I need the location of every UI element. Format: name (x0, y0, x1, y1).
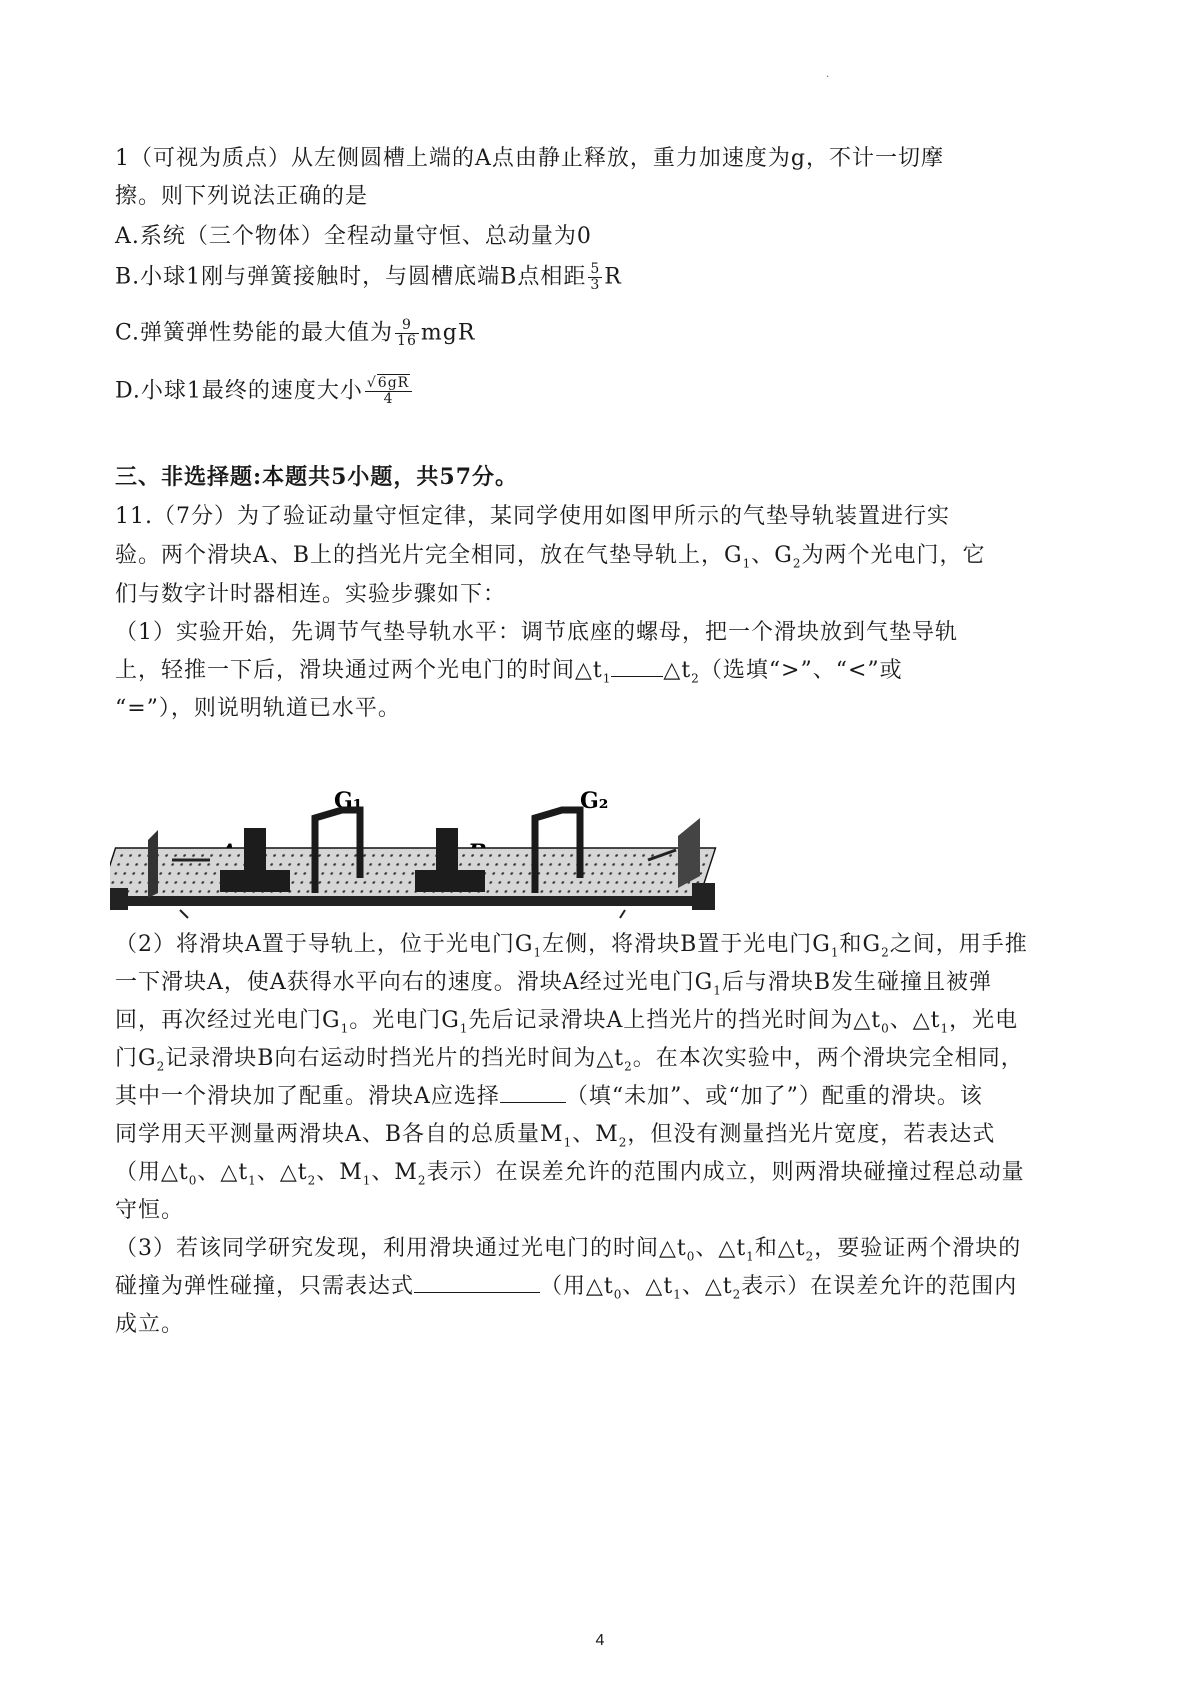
q11-part1-line-2: 上，轻推一下后，滑块通过两个光电门的时间$\triangle t_1$ $\triangle t_2$（选填“>”、“<”或 (115, 658, 903, 686)
q11-line-1: 11.（7分）为了验证动量守恒定律，某同学使用如图甲所示的气垫导轨装置进行实 (115, 504, 950, 529)
part3-line-3: 成立。 (115, 1312, 185, 1337)
q11-line-3: 们与数字计时器相连。实验步骤如下： (115, 582, 507, 607)
slider-b (415, 870, 485, 892)
part2-line-3: 回，再次经过光电门$G_1$。光电门$G_1$先后记录滑块A上挡光片的挡光时间为$\triangle t_0$、$\triangle t_1$，光电 (115, 1008, 1019, 1036)
fraction: $\frac{9}{16}$ (397, 317, 417, 349)
option-a: A.系统（三个物体）全程动量守恒、总动量为0 (115, 224, 592, 249)
answer-blank[interactable] (414, 1272, 540, 1293)
q11-part1-line-1: （1）实验开始，先调节气垫导轨水平：调节底座的螺母，把一个滑块放到气垫导轨 (115, 620, 958, 645)
label-g2: G₂ (580, 788, 609, 814)
option-c: C.弹簧弹性势能的最大值为 $\frac{9}{16}$ mgR (115, 317, 476, 349)
label-g1: G₁ (334, 788, 363, 814)
air-track-figure (110, 788, 730, 923)
left-end-stop (148, 830, 158, 898)
scan-speck: · (826, 72, 830, 83)
page-number: 4 (595, 1632, 605, 1649)
part2-line-4: 门$G_2$记录滑块B向右运动时挡光片的挡光时间为$\triangle t_2$。在本次实验中，两个滑块完全相同， (115, 1046, 1024, 1074)
q11-part1-line-3: “=”），则说明轨道已水平。 (115, 696, 401, 721)
track-surface (110, 848, 716, 898)
fraction: $\frac{√6gR}{4}$ (365, 376, 412, 407)
part2-line-1: （2）将滑块A置于导轨上，位于光电门$G_1$左侧，将滑块B置于光电门$G_1$和$G_2$之间，用手推 (115, 932, 1028, 960)
part3-line-1: （3）若该同学研究发现，利用滑块通过光电门的时间$\triangle t_0$、$\triangle t_1$和$\triangle t_2$，要验证两个滑块的 (115, 1236, 1022, 1264)
answer-blank[interactable] (611, 656, 663, 677)
flag-b (436, 828, 458, 870)
option-b: B.小球1刚与弹簧接触时，与圆槽底端B点相距 $\frac{5}{3}$ R (115, 261, 622, 293)
fraction: $\frac{5}{3}$ (590, 261, 601, 293)
part2-line-6: 同学用天平测量两滑块A、B各自的总质量$M_1$、$M_2$，但没有测量挡光片宽度，若表达式 (115, 1122, 996, 1150)
q11-line-2: 验。两个滑块A、B上的挡光片完全相同，放在气垫导轨上，$G_1$、$G_2$为两个光电门，它 (115, 543, 986, 571)
part2-line-7: （用$\triangle t_0$、$\triangle t_1$、$\triangle t_2$、$M_1$、$M_2$表示）在误差允许的范围内成立，则两滑块碰撞过程总动量 (115, 1160, 1025, 1188)
part3-line-2: 碰撞为弹性碰撞，只需表达式 （用$\triangle t_0$、$\triangle t_1$、$\triangle t_2$表示）在误差允许的范围内 (115, 1274, 1018, 1302)
q10-text-line-1: 1（可视为质点）从左侧圆槽上端的A点由静止释放，重力加速度为g，不计一切摩 (115, 146, 944, 171)
part2-line-5: 其中一个滑块加了配重。滑块A应选择 （填“未加”、或“加了”）配重的滑块。该 (115, 1084, 983, 1109)
track-base (110, 896, 710, 906)
answer-blank[interactable] (500, 1082, 566, 1103)
right-end-stop (678, 818, 700, 888)
slider-a (220, 870, 290, 892)
part2-line-2: 一下滑块A，使A获得水平向右的速度。滑块A经过光电门$G_1$后与滑块B发生碰撞且被弹 (115, 970, 993, 998)
part2-line-8: 守恒。 (115, 1198, 185, 1223)
flag-a (244, 828, 266, 870)
q10-text-line-2: 擦。则下列说法正确的是 (115, 184, 369, 209)
section-heading: 三、非选择题:本题共5小题，共57分。 (115, 464, 519, 490)
option-d: D.小球1最终的速度大小 $\frac{√6gR}{4}$ (115, 376, 414, 407)
